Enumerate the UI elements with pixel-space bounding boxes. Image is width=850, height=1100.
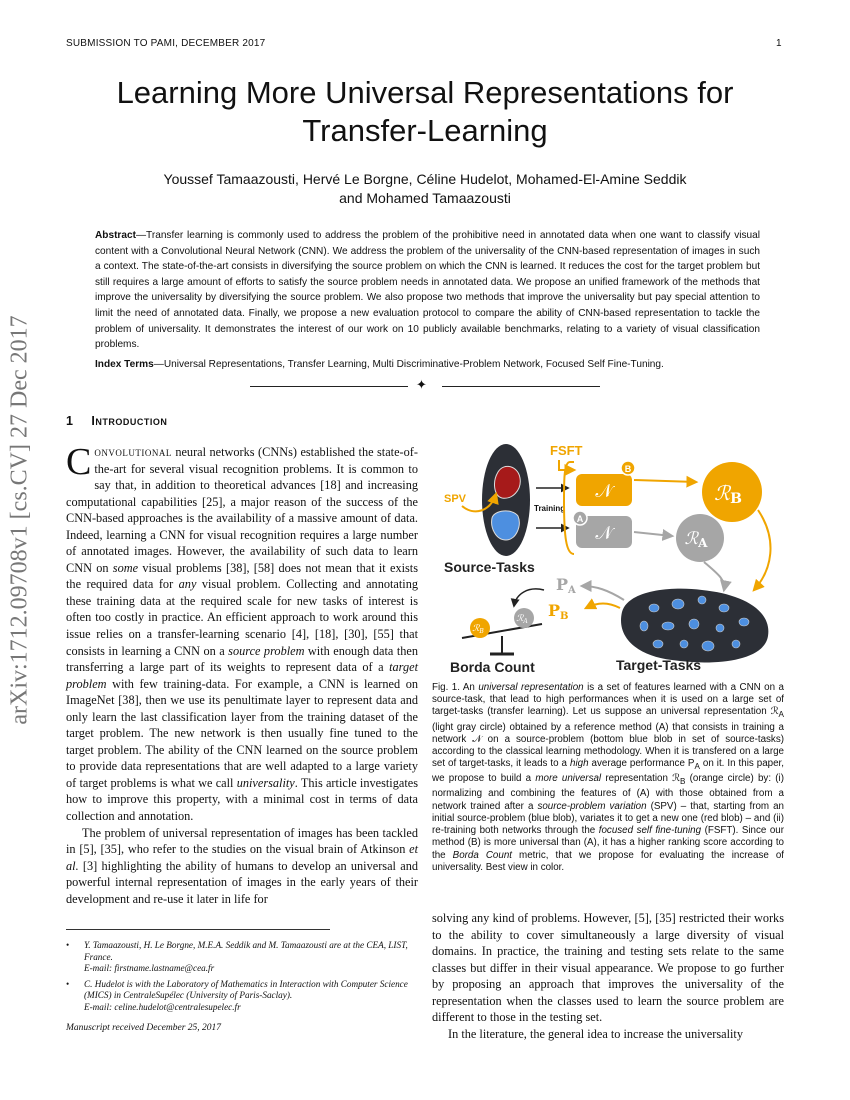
- caption-run: (FSFT). Since our method (B) is more universal than (A), it has a higher ranking score according to the: [432, 825, 784, 861]
- text-run: [3] highlighting the ability of humans to develop an universal and powerful internal representation of images in the early years of their development and re-use it later in life for: [66, 858, 418, 906]
- target-to-pa-arrow: [582, 586, 624, 600]
- caption-run: metric, that we propose for evaluating the increase of universality. Best view in color.: [432, 849, 785, 873]
- abstract-label: Abstract: [95, 230, 136, 241]
- emphasis: some: [112, 560, 139, 575]
- badge-a-label: A: [576, 514, 584, 524]
- manuscript-note: Manuscript received December 25, 2017: [66, 1023, 222, 1033]
- pa-subscript: A: [568, 585, 576, 596]
- network-a-symbol: 𝒩: [595, 523, 613, 544]
- divider-line-left: [250, 386, 408, 387]
- divider-line-right: [442, 386, 600, 387]
- text-run: The problem of universal representation of images has been tackled in [5], [35], who refer to the studies on the visual brain of Atkinson: [66, 825, 418, 857]
- figure-caption: [432, 682, 784, 874]
- arxiv-stamp-container: [0, 290, 40, 750]
- pb-symbol: P: [548, 601, 561, 620]
- pa-symbol: P: [556, 575, 569, 594]
- caption-subscript: A: [694, 762, 700, 772]
- figure-1-diagram: [432, 440, 784, 678]
- intro-paragraph-2: [66, 825, 418, 908]
- bullet-icon: •: [66, 978, 70, 989]
- intro-left-column: [66, 441, 418, 907]
- text-run: visual problems [38], [58] does not mean that it exists the required data for: [66, 560, 418, 592]
- footnote-item: [66, 940, 418, 975]
- abstract: [95, 228, 760, 353]
- footnote-email: E-mail: firstname.lastname@cea.fr: [84, 963, 215, 973]
- caption-run: representation ℛ: [601, 773, 680, 785]
- pa-to-scale-arrow: [514, 589, 544, 606]
- section-number: 1: [66, 414, 74, 428]
- section-divider: [250, 378, 600, 393]
- caption-emphasis: source-problem variation: [537, 800, 647, 812]
- network-b-symbol: 𝒩: [595, 481, 613, 502]
- bullet-icon: •: [66, 940, 70, 950]
- text-run: visual problem. Collecting and annotating these training data at the required scale for new tasks of interest is often too costly in practice. An efficient approach to work around this issue relies on a transfer-learning scenario [4], [18], [30], [55] that consists in learning a CNN on a: [66, 577, 418, 658]
- text-run: neural networks (CNNs) established the state-of-the-art for several visual recognition problems. It is common to say that, in addition to theoretical advances [18] and increasing computational capabilities [25], a major reason of the success of the CNN-based approaches is the availability of a massive amount of data. Indeed, learning a CNN for visual recognition requires a large number of annotated images. However, the availability of such data to learn CNN on: [66, 445, 418, 575]
- author-list: [100, 170, 750, 208]
- scale-rb-symbol: ℛ: [472, 624, 480, 634]
- caption-run: (SPV) – that, starting from an initial source-problem (blue blob), variates it to get a new one (red blob) – and (ii) re-training both networks through the: [432, 800, 784, 837]
- footnote-affiliation: Y. Tamaazousti, H. Le Borgne, M.E.A. Seddik and M. Tamaazousti are at the CEA, LIST, France.: [84, 940, 408, 962]
- footnotes: [66, 940, 418, 1017]
- index-terms-text: —Universal Representations, Transfer Learning, Multi Discriminative-Problem Network, Focused Self Fine-Tuning.: [153, 359, 664, 370]
- abstract-text: —Transfer learning is commonly used to address the problem of the prohibitive need in annotated data when one want to classify visual content with a Convolutional Neural Network (CNN). We address the problem of the universality of the CNN-based representation of images in such a context. The state-of-the-art consists in diversifying the source problem on which the CNN is learned. It reduces the cost for the target problem but still requires a large amount of efforts to satisfy the source problem needs in annotated data. We propose an unified framework of the methods that improve the universality by diversifying the source problem. We also propose two methods that improve the universality but pay special attention to limit the need of annotated data. Finally, we propose a new evaluation protocol to compare the ability of CNN-based representation to tackle the problem of universality. It demonstrates the interest of our work on 10 publicly available benchmarks, relating to a variety of visual classification problems.: [95, 230, 760, 351]
- scale-rb-subscript: B: [479, 628, 484, 635]
- rb-subscript: B: [730, 491, 742, 507]
- ra-subscript: A: [698, 536, 708, 550]
- pb-subscript: B: [560, 611, 569, 622]
- target-to-pb-arrow: [586, 604, 620, 609]
- divider-star-icon: ✦: [416, 378, 427, 393]
- ra-symbol: ℛ: [684, 529, 699, 549]
- rb-symbol: ℛ: [714, 481, 731, 505]
- right-paragraph-2: In the literature, the general idea to increase the universality: [448, 1026, 743, 1041]
- training-label: Training: [534, 504, 566, 513]
- paper-title: Learning More Universal Representations for Transfer-Learning: [116, 75, 734, 148]
- arrow-to-ra: [634, 532, 672, 536]
- index-terms-label: Index Terms: [95, 359, 154, 370]
- caption-subscript: A: [778, 710, 784, 720]
- caption-emphasis: more universal: [535, 773, 602, 785]
- page-number: 1: [776, 38, 782, 49]
- emphasis: universality: [236, 775, 295, 790]
- scale-ra-subscript: A: [523, 618, 528, 625]
- emphasis: any: [178, 577, 197, 592]
- arrow-to-rb: [634, 480, 696, 482]
- borda-count-label: Borda Count: [450, 659, 535, 675]
- author-line-2: and Mohamed Tamaazousti: [339, 190, 511, 206]
- intro-right-column: [432, 910, 784, 1042]
- fsft-bracket: [564, 462, 574, 554]
- balance-scale-icon: [462, 608, 542, 654]
- caption-run: on it. In this paper, we propose to build a: [432, 758, 784, 785]
- emphasis: et al.: [66, 842, 418, 873]
- ra-to-target-arrow: [704, 562, 724, 590]
- footnote-rule: [66, 929, 330, 930]
- footnote-email: E-mail: celine.hudelot@centralesupelec.fr: [84, 1001, 241, 1012]
- intro-paragraph-1: [66, 441, 418, 825]
- author-line-1: Youssef Tamaazousti, Hervé Le Borgne, Céline Hudelot, Mohamed-El-Amine Seddik: [163, 171, 687, 187]
- right-paragraph-1: solving any kind of problems. However, [5], [35] restricted their works to the ability to cover simultaneously a large diversity of visual domains. In practice, the training and testing sets relate to the same classes but differ in their visual appearance. We propose to go further by proposing an approach that improves the universality of the representation when the classes used to learn the source problem are different to those in the testing set.: [432, 911, 784, 1025]
- caption-emphasis: universal representation: [478, 682, 584, 693]
- pb-label: [548, 601, 568, 622]
- caption-run: average performance P: [588, 758, 695, 770]
- text-run: . This article investigates how to improve this property, with a minimal cost in terms of data collection and annotation.: [66, 775, 418, 824]
- caption-run: (light gray circle) obtained by a reference method (A) that consists in training a network 𝒩 on a source-problem (bottom blue blob in set of source-tasks) according to the classical learning methodology. When it is transfered on a large set of target-tasks, it leads to a: [432, 721, 784, 770]
- emphasis: source problem: [228, 643, 305, 658]
- fsft-label: FSFT: [550, 443, 583, 458]
- caption-run: (orange circle) by: (i) normalizing and combining the features of (A) with those obtained from a network trained after a: [432, 773, 784, 812]
- caption-emphasis: Borda Count: [452, 849, 513, 861]
- source-tasks-label: Source-Tasks: [444, 559, 535, 575]
- caption-emphasis: focused self fine-tuning: [598, 825, 702, 837]
- pa-label: [556, 575, 576, 596]
- caption-run: is a set of features learned with a CNN on a source-task, that lead to high performances when it is used on a large set of target-tasks (transfer learning). Let us suppose an universal representation ℛ: [432, 682, 784, 718]
- spv-label: SPV: [444, 493, 467, 505]
- text-run: with few training-data. For example, a CNN is learned on ImageNet [38], then we use its penultimate layer to represent data and only learn the last classification layer from the training dataset of the target problem. The new network is then usually fine tuned to the target problem. The ability of the CNN learned on the source problem to provide data representations that are well adapted to a large variety of target problems is what we call: [66, 676, 418, 790]
- emphasis: target problem: [66, 660, 418, 691]
- footnote-item: [66, 979, 418, 1014]
- caption-emphasis: high: [570, 758, 589, 770]
- target-tasks-label: Target-Tasks: [616, 657, 702, 673]
- drop-cap: C: [66, 441, 92, 483]
- index-terms: [95, 357, 760, 372]
- running-head: SUBMISSION TO PAMI, DECEMBER 2017: [66, 38, 266, 49]
- footnote-affiliation: C. Hudelot is with the Laboratory of Mathematics in Interaction with Computer Science (MICS) in CentraleSupélec (University of Paris-Saclay).: [84, 978, 408, 1000]
- section-heading: [66, 414, 167, 428]
- first-word: onvolutional: [94, 445, 172, 459]
- caption-run: Fig. 1. An: [432, 682, 479, 693]
- text-run: with enough data then transferring a large part of its weights to represent data of a: [66, 643, 418, 675]
- badge-b-label: B: [624, 464, 632, 474]
- section-title: Introduction: [91, 414, 168, 428]
- caption-subscript: B: [679, 777, 686, 787]
- scale-ra-symbol: ℛ: [516, 614, 524, 624]
- rb-to-target-arrow: [754, 510, 770, 590]
- arxiv-stamp: arXiv:1712.09708v1 [cs.CV] 27 Dec 2017: [6, 315, 33, 725]
